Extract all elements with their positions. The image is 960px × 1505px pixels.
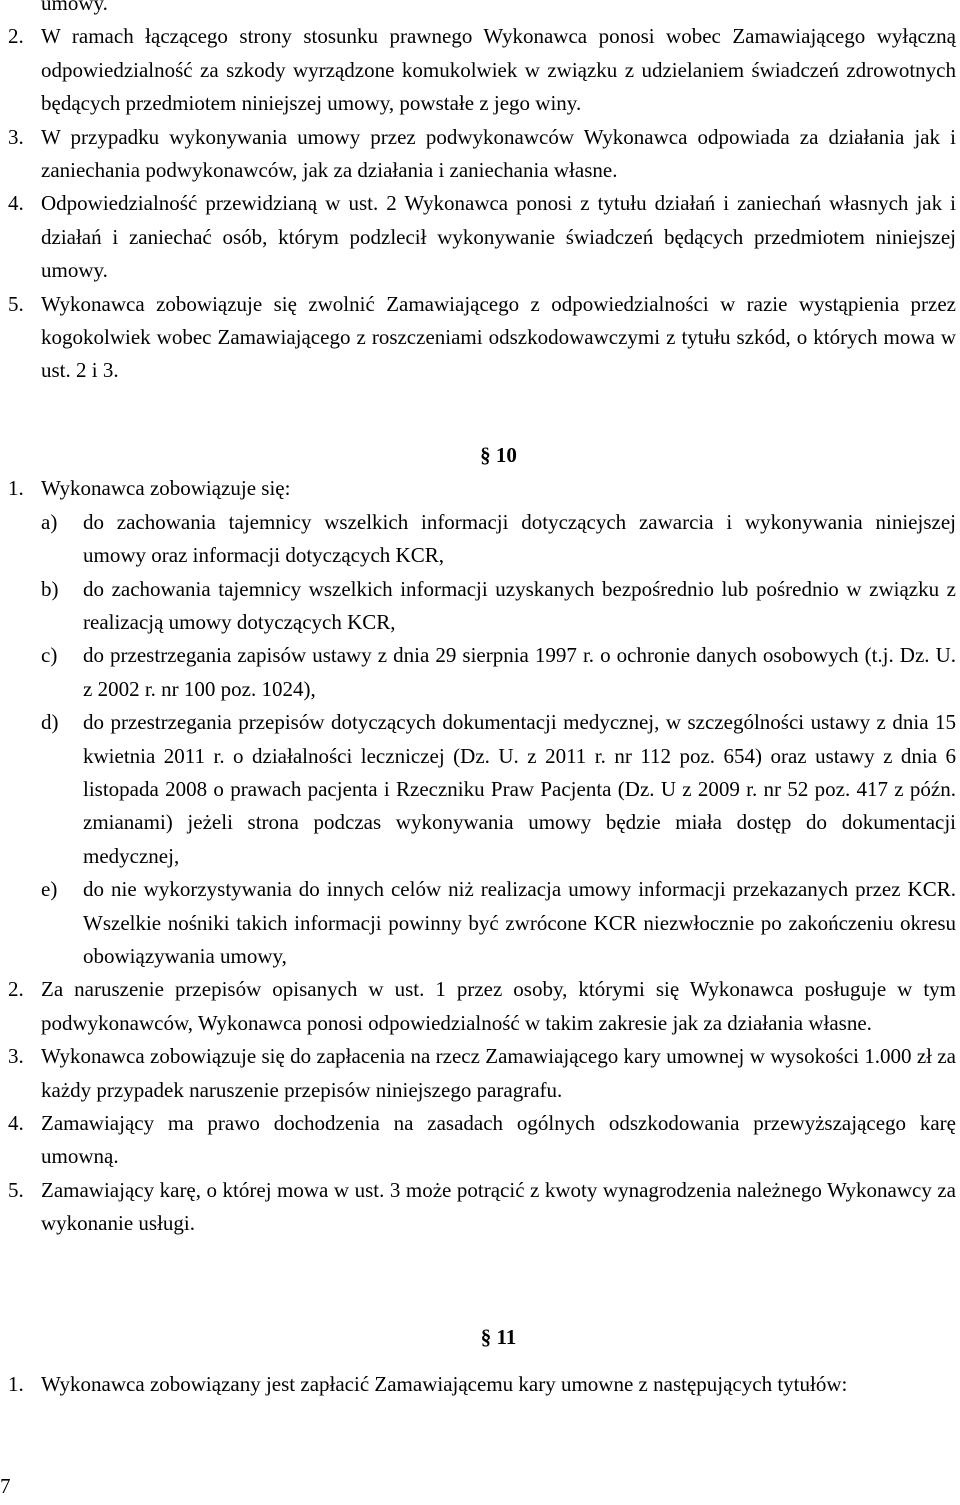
item-number: 1. (8, 1372, 24, 1397)
list-item (8, 0, 956, 20)
paragraph-text: Wykonawca zobowiązuje się zwolnić Zamawiającego z odpowiedzialności w razie wystąpienia przez kogokolwiek wobec Zamawiającego z roszczeniami odszkodowawczymi z tytułu szkód, o których mowa w ust. 2 i 3. (41, 291, 956, 383)
item-number: 2. (8, 24, 24, 49)
paragraph-text: Zamawiający karę, o której mowa w ust. 3 może potrącić z kwoty wynagrodzenia należnego Wykonawcy za wykonanie usługi. (41, 1177, 956, 1236)
sub-list-item (8, 706, 956, 873)
paragraph-text: W przypadku wykonywania umowy przez podwykonawców Wykonawca odpowiada za działania jak i zaniechania podwykonawców, jak za działania i zaniechania własne. (41, 124, 956, 183)
paragraph-text: Za naruszenie przepisów opisanych w ust. 1 przez osoby, którymi się Wykonawca posługuje w tym podwykonawców, Wykonawca ponosi odpowiedzialność w takim zakresie jak za działania własne. (41, 977, 956, 1035)
sub-item-label: c) (41, 643, 58, 668)
list-item (8, 288, 956, 388)
item-number: 3. (8, 1044, 24, 1069)
item-number: 1. (8, 476, 24, 501)
list-item (8, 121, 956, 188)
paragraph-text: do zachowania tajemnicy wszelkich informacji dotyczących zawarcia i wykonywania niniejszej umowy oraz informacji dotyczących KCR, (83, 509, 956, 568)
item-number: 3. (8, 124, 24, 149)
item-number: 2. (8, 977, 24, 1002)
sub-list-item (8, 873, 956, 973)
sub-item-label: b) (41, 576, 59, 601)
paragraph-text: Wykonawca zobowiązuje się: (41, 476, 291, 501)
paragraph-text: do przestrzegania przepisów dotyczących dokumentacji medycznej, w szczególności ustawy z dnia 15 kwietnia 2011 r. o działalności leczniczej (Dz. U. z 2011 r. nr 112 poz. 654) oraz ustawy z dnia 6 listopada 2008 o prawach pacjenta i Rzeczniku Praw Pacjenta (Dz. U z 2009 r. nr 52 poz. 417 z późn. zmianami) jeżeli strona podczas wykonywania umowy będzie miała dostęp do dokumentacji medycznej, (83, 710, 956, 868)
list-item (8, 187, 956, 287)
item-number: 4. (8, 191, 24, 216)
list-item (8, 472, 956, 505)
sub-item-label: a) (41, 509, 58, 534)
section-heading: § 10 (480, 442, 517, 467)
paragraph-text: do nie wykorzystywania do innych celów niż realizacja umowy informacji przekazanych przez KCR. Wszelkie nośniki takich informacji powinny być zwrócone KCR niezwłocznie po zakończeniu okresu obowiązywania umowy, (83, 877, 956, 968)
sub-list-item (8, 573, 956, 640)
paragraph-text: do przestrzegania zapisów ustawy z dnia 29 sierpnia 1997 r. o ochronie danych osobowych (t.j. Dz. U. z 2002 r. nr 100 poz. 1024), (83, 643, 956, 701)
sub-list-item (8, 506, 956, 573)
item-number: 5. (8, 1177, 24, 1202)
sub-item-label: d) (41, 710, 59, 735)
paragraph-text: umowy. (41, 0, 108, 15)
list-item (8, 1174, 956, 1241)
list-item (8, 1368, 956, 1401)
paragraph-text: Wykonawca zobowiązuje się do zapłacenia na rzecz Zamawiającego kary umownej w wysokości 1.000 zł za każdy przypadek naruszenie przepisów niniejszego paragrafu. (41, 1044, 956, 1102)
item-number: 4. (8, 1111, 24, 1135)
sub-list-item (8, 639, 956, 706)
list-item (8, 1107, 956, 1174)
section-heading: § 11 (480, 1324, 517, 1349)
paragraph-text: Zamawiający ma prawo dochodzenia na zasadach ogólnych odszkodowania przewyższającego karę umowną. (41, 1111, 956, 1169)
list-item (8, 1040, 956, 1107)
item-number: 5. (8, 291, 24, 316)
list-item (8, 20, 956, 120)
paragraph-text: W ramach łączącego strony stosunku prawnego Wykonawca ponosi wobec Zamawiającego wyłączną odpowiedzialność za szkody wyrządzone komukolwiek w związku z udzielaniem świadczeń zdrowotnych będących przedmiotem niniejszej umowy, powstałe z jego winy. (41, 24, 956, 116)
page-number: 7 (0, 1474, 11, 1498)
sub-item-label: e) (41, 877, 58, 902)
paragraph-text: do zachowania tajemnicy wszelkich informacji uzyskanych bezpośrednio lub pośrednio w związku z realizacją umowy dotyczących KCR, (83, 576, 956, 634)
paragraph-text: Odpowiedzialność przewidzianą w ust. 2 Wykonawca ponosi z tytułu działań i zaniechań własnych jak i działań i zaniechać osób, którym podzlecił wykonywanie świadczeń będących przedmiotem niniejszej umowy. (41, 191, 956, 283)
list-item (8, 973, 956, 1040)
paragraph-text: Wykonawca zobowiązany jest zapłacić Zamawiającemu kary umowne z następujących tytułów: (41, 1372, 848, 1397)
document-page (8, 0, 956, 1401)
